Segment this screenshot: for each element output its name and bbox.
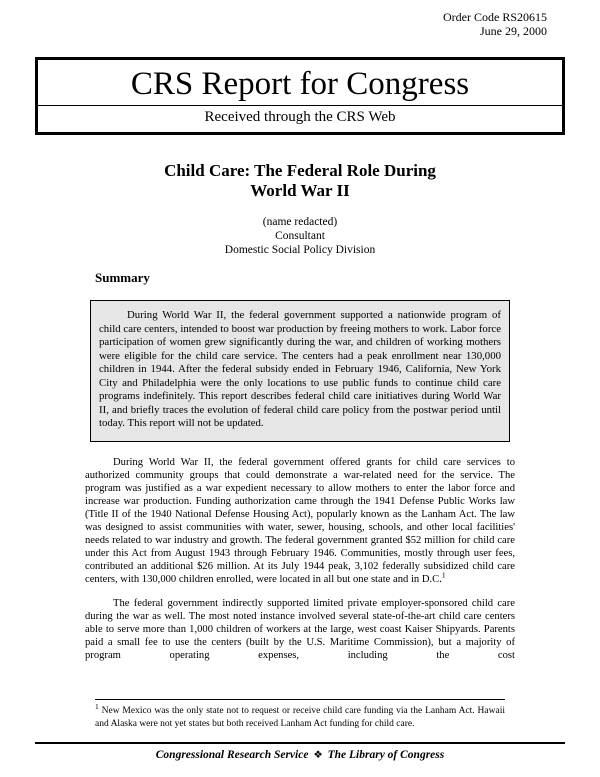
report-title-line2: World War II — [250, 181, 350, 200]
body-paragraph-1 — [85, 456, 515, 586]
page-footer — [35, 742, 565, 761]
summary-heading: Summary — [95, 270, 150, 285]
author-name: (name redacted) — [262, 216, 338, 228]
body-paragraph-1-text: During World War II, the federal government offered grants for child care services to authorized community groups that could demonstrate a war-related need for the service. The program was justified as a war expedient necessary to allow mothers to enter the labor force and increase war production. Funding authorization came through the 1941 Defense Public Works law (Title II of the 1940 National Defense Housing Act), popularly known as the Lanham Act. The law was designed to assist communities with water, sewer, housing, schools, and other local facilities' needs related to war industry and growth. The federal government granted $52 million for child care under this Act from August 1943 through February 1946. Communities, mostly through user fees, contributed an additional $26 million. At its July 1944 peak, 3,102 federally subsidized child care centers, with 130,000 children enrolled, were located in all but one state and in D.C. — [85, 456, 515, 585]
order-code: Order Code RS20615 — [443, 10, 547, 24]
report-title-line1: Child Care: The Federal Role During — [164, 161, 436, 180]
footer-left-text: Congressional Research Service — [155, 749, 309, 761]
report-date: June 29, 2000 — [480, 24, 547, 38]
body-paragraph-2-text: The federal government indirectly supported limited private employer-sponsored child care during the war as well. The most noted instance involved several state-of-the-art child care centers able to serve more than 1,000 children of workers at the large, west coast Kaiser Shipyards. Parents paid a small fee to use the centers (built by the U.S. Maritime Commission), but a majority of program operating expenses, including the cost — [85, 597, 515, 661]
masthead-subtitle: Received through the CRS Web — [204, 109, 396, 125]
author-title: Consultant — [275, 230, 325, 242]
footnote-text: New Mexico was the only state not to request or receive child care funding via the Lanham Act. Hawaii and Alaska were not yet states but both received Lanham Act funding for child care. — [95, 706, 505, 729]
diamond-icon: ❖ — [313, 749, 323, 761]
footnote-divider — [95, 699, 505, 700]
footnote — [95, 701, 505, 730]
footer-right-text: The Library of Congress — [327, 749, 445, 761]
report-title — [0, 161, 600, 201]
order-code-block — [0, 0, 547, 38]
body-paragraph-2 — [85, 597, 515, 662]
footnote-marker: 1 — [95, 701, 99, 711]
summary-box — [90, 300, 510, 442]
masthead-box — [35, 57, 565, 135]
masthead-title: CRS Report for Congress — [130, 66, 470, 102]
footnote-reference: 1 — [441, 569, 446, 579]
footnote-area — [95, 699, 505, 730]
author-block — [0, 215, 600, 257]
summary-text: During World War II, the federal government supported a nationwide program of child care centers, intended to boost war production by freeing mothers to work. Labor force participation of women grew significantly during the war, and children of working mothers were eligible for the child care service. The centers had a peak enrollment near 130,000 children in 1944. After the federal subsidy ended in February 1946, California, New York City and Philadelphia were the only locations to use public funds to continue child care programs indefinitely. This report describes federal child care initiatives during World War II, and briefly traces the evolution of federal child care policy from the postwar period until today. This report will not be updated. — [99, 309, 501, 429]
author-division: Domestic Social Policy Division — [224, 244, 376, 256]
